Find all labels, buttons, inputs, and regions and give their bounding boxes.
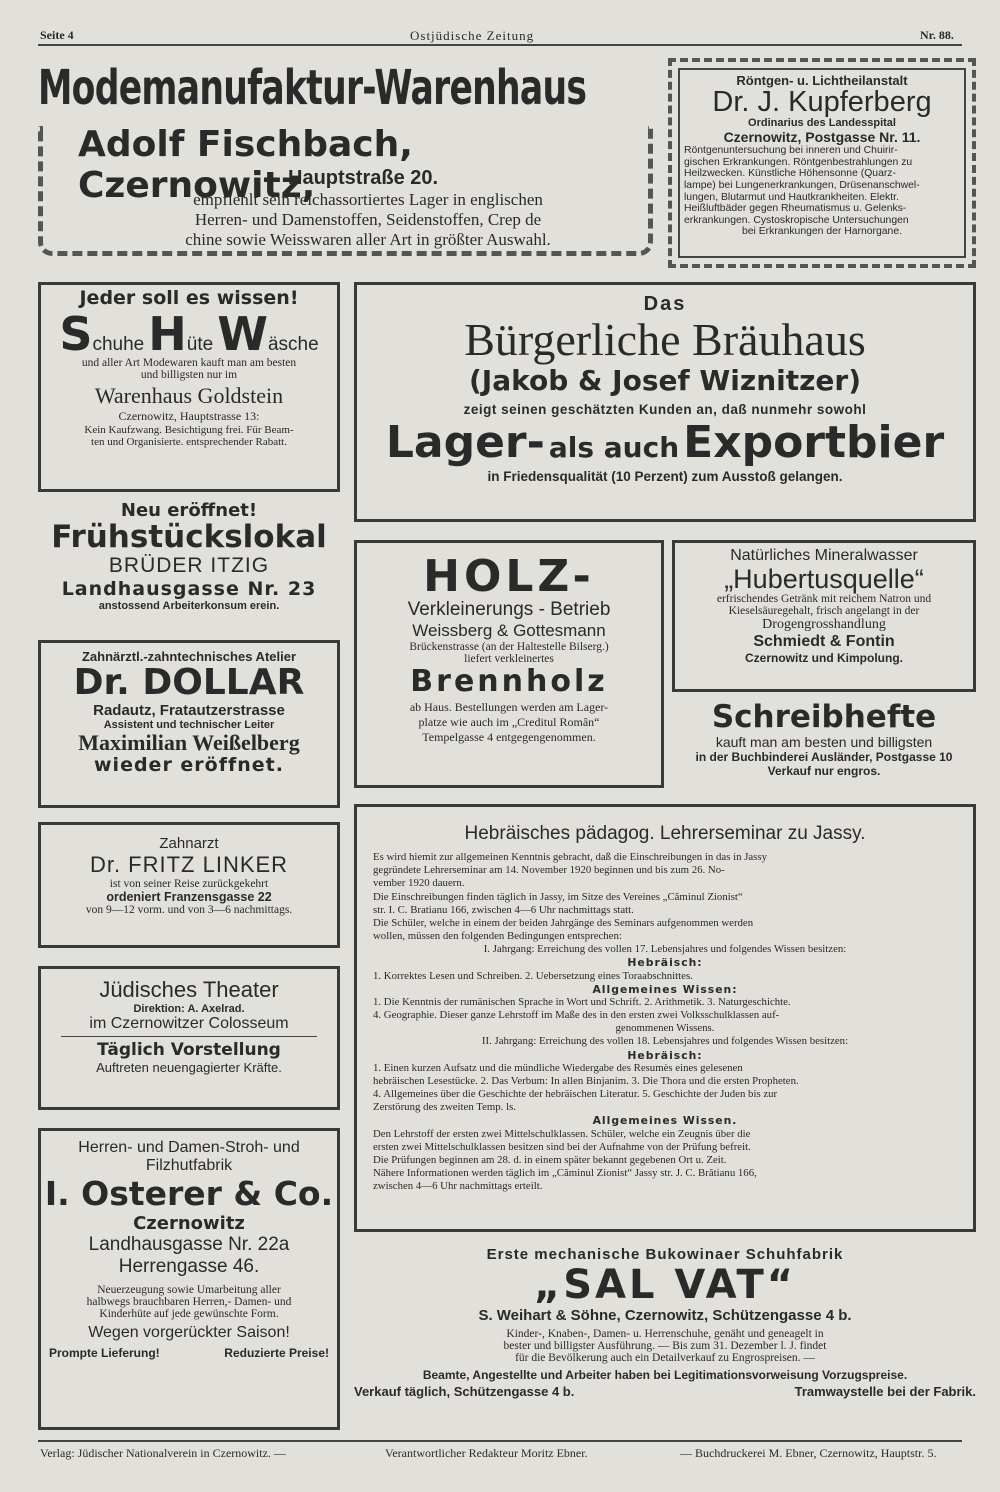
page-number: Seite 4 (40, 28, 74, 42)
ad-address: Czernowitz, Postgasse Nr. 11. (723, 129, 921, 145)
body-line: platze wie auch im „Creditul Român“ (418, 714, 600, 729)
ad-address: Hauptstraße 20. (288, 167, 439, 189)
issue-number: Nr. 88. (920, 28, 954, 42)
ad-body (357, 700, 661, 745)
body-line: Kinder-, Knaben-, Damen- u. Herrenschuhe, genäht und geneagelt in (506, 1328, 824, 1340)
seminar-line: 4. Allgemeines über die Geschichte der hebräischen Literatur. 5. Geschichte der Juden bis zur (373, 1088, 778, 1101)
seminar-line: Es wird hiemit zur allgemeinen Kenntnis gebracht, daß die Einschreibungen in das in Jassy (373, 851, 767, 863)
ad-seminar (354, 804, 976, 1232)
body-line: halbwegs brauchbaren Herren,- Damen- und (86, 1295, 292, 1308)
ad-line: kauft man am besten und billigsten (715, 734, 933, 751)
ad-title: Bürgerliche Bräuhaus (464, 314, 866, 365)
body-line: Neuerzeugung sowie Umarbeitung aller (97, 1283, 281, 1296)
ad-doctor-name: Dr. J. Kupferberg (712, 86, 932, 118)
body-line: bester und billigster Ausführung. — Bis zum 31. Dezember l. J. findet (503, 1340, 827, 1352)
footer-editor: Verantwortlicher Redakteur Moritz Ebner. (385, 1446, 588, 1460)
ad-firm-name: BRÜDER ITZIG (108, 553, 270, 577)
body-line: für die Bevölkerung auch ein Detailverkauf zu Engrospreisen. — (515, 1352, 815, 1364)
ad-heading: Neu eröffnet! (120, 500, 258, 521)
ad-doctor-name: Dr. DOLLAR (73, 662, 305, 703)
seminar-line: Allgemeines Wissen. (592, 1114, 738, 1128)
ad-address: Radautz, Fratautzerstrasse (93, 701, 285, 719)
ad-address: Herrengasse 46. (118, 1255, 260, 1277)
ad-inner (678, 68, 966, 258)
seminar-line: str. I. C. Bratianu 166, zwischen 4—6 Uhr nachmittags statt. (373, 903, 634, 916)
seminar-line: genommenen Wissens. (615, 1022, 715, 1035)
ad-firm-name: Schmiedt & Fontin (753, 633, 895, 651)
seminar-line: Nähere Informationen werden täglich im „Căminul Zionist“ Jassy str. J. C. Brătianu 166, (373, 1167, 757, 1180)
ad-address: Landhausgasse Nr. 23 (61, 577, 317, 600)
ad-osterer (38, 1128, 340, 1430)
divider (61, 1036, 317, 1037)
seminar-line: 4. Geographie. Dieser ganze Lehrstoff im Maße des in den ersten zwei Volksschulklassen auf- (373, 1009, 780, 1022)
ad-heading: Natürliches Mineralwasser (730, 547, 918, 564)
ad-address: Czernowitz, Hauptstrasse 13: (118, 409, 260, 423)
letter-h: H (148, 307, 187, 361)
body-line: Heilzwecken. Künstliche Höhensonne (Quarz- (684, 168, 896, 180)
seminar-line: ersten zwei Mittelschulklassen besitzen sind bei der Aufnahme von der Prüfung befreit. (373, 1140, 751, 1153)
ad-body (118, 190, 618, 250)
body-line: ab Haus. Bestellungen werden am Lager- (409, 699, 609, 714)
ad-line: Auftreten neuengagierter Kräfte. (96, 1060, 282, 1075)
ad-line: in Friedensqualität (10 Perzent) zum Ausstoß gelangen. (487, 468, 843, 484)
ad-heading: Jeder soll es wissen! (79, 287, 299, 309)
ad-right-note: Tramwaystelle bei der Fabrik. (794, 1384, 976, 1399)
ad-line: liefert verkleinertes (464, 653, 554, 665)
ad-schreibhefte (672, 700, 976, 800)
ad-line: Verkauf nur engros. (767, 764, 881, 779)
body-line: lampe) bei Lungenerkrankungen, Drüsenanschwel- (684, 179, 920, 191)
ad-title: Hebräisches pädagog. Lehrerseminar zu Jassy. (464, 823, 866, 844)
ad-salvat (354, 1246, 976, 1436)
ad-owners: (Jakob & Josef Wiznitzer) (469, 364, 861, 398)
body-line: empfiehlt sein reichassortiertes Lager in englischen (193, 190, 543, 209)
seminar-line: zwischen 4—6 Uhr nachmittags erteilt. (373, 1180, 543, 1193)
seminar-line: Allgemeines Wissen: (592, 982, 738, 996)
ad-linker (38, 822, 340, 948)
seminar-line: vember 1920 dauern. (373, 877, 465, 890)
ad-firm-name: I. Osterer & Co. (44, 1174, 334, 1213)
ad-footer-row (41, 1342, 337, 1360)
ad-big-line (357, 416, 973, 468)
ad-line: ist von seiner Reise zurückgekehrt (109, 878, 269, 890)
ad-body (41, 1284, 337, 1320)
word-rest: äsche (267, 334, 319, 355)
body-line: Drogengrosshandlung (762, 617, 886, 633)
ad-line: in der Buchbinderei Ausländer, Postgasse 10 (695, 750, 953, 765)
ad-goldstein (38, 282, 340, 492)
ad-big: Brennholz (410, 664, 608, 699)
seminar-line: gegründete Lehrerseminar am 14. November 1920 beginnen und bis zum 26. No- (373, 864, 725, 877)
seminar-line: Die Prüfungen beginnen am 28. d. in einem später bekannt gegebenen Ort u. Zeit. (373, 1153, 727, 1166)
ad-heading: Filzhutfabrik (145, 1157, 233, 1174)
seminar-line: II. Jahrgang: Erreichung des vollen 18. Lebensjahres und folgendes Wissen besitzen: (481, 1035, 849, 1048)
ad-bottom: wieder eröffnet. (94, 753, 284, 776)
body-line: Heißluftbäder gegen Rheumatismus u. Gelenks- (684, 203, 907, 215)
seminar-line: I. Jahrgang: Erreichung des vollen 17. Lebensjahres und folgendes Wissen besitzen: (483, 943, 847, 956)
header-rule (38, 44, 962, 46)
body-line: bei Erkrankungen der Harnorgane. (742, 226, 902, 238)
seminar-line: 1. Die Kenntnis der rumänischen Sprache in Wort und Schrift. 2. Arithmetik. 3. Naturgeschichte. (373, 995, 791, 1008)
ad-title: HOLZ- (423, 551, 595, 602)
seminar-line: hebräischen Lesestücke. 2. Das Verbum: In allen Binjanim. 3. Die Thora und die ersten Propheten. (373, 1074, 799, 1087)
ad-body (680, 145, 964, 238)
ad-fischbach (38, 60, 658, 260)
ad-left-note: Verkauf täglich, Schützengasse 4 b. (354, 1384, 575, 1399)
ad-heading: Herren- und Damen-Stroh- und (78, 1139, 300, 1156)
ad-line: ordeniert Franzensgasse 22 (106, 890, 272, 904)
letter-w: W (217, 307, 268, 361)
body-line: Tempelgasse 4 entgegengenommen. (422, 729, 596, 744)
ad-firm-name: Weissberg & Gottesmann (412, 621, 606, 640)
ad-itzig (38, 500, 340, 630)
ad-slogan: Wegen vorgerückter Saison! (88, 1323, 290, 1341)
ad-product-name: „Hubertusquelle“ (724, 564, 924, 594)
ad-holz (354, 540, 664, 788)
ad-firm-name: S. Weihart & Söhne, Czernowitz, Schützengasse 4 b. (478, 1307, 852, 1324)
body-line: Kieselsäuregehalt, frisch angelangt in der (728, 605, 920, 618)
ad-address: Landhausgasse Nr. 22a (88, 1233, 290, 1255)
word-rest: üte (186, 334, 214, 355)
ad-footer-row (354, 1384, 976, 1399)
ad-address: Czernowitz und Kimpolung. (745, 651, 903, 666)
body-line: Herren- und Damenstoffen, Seidenstoffen, Crep de (194, 210, 542, 229)
ad-title: Frühstückslokal (51, 519, 327, 555)
newspaper-title: Ostjüdische Zeitung (410, 28, 535, 43)
ad-note: anstossend Arbeiterkonsum erein. (98, 599, 280, 612)
ad-city: Czernowitz (133, 1212, 245, 1234)
ad-heading: Zahnarzt (159, 835, 219, 852)
seminar-line: Die Einschreibungen finden täglich in Jassy, im Sitze des Vereines „Căminul Zionist“ (373, 890, 743, 903)
ad-theater (38, 966, 340, 1110)
ad-person: Maximilian Weißelberg (78, 729, 300, 755)
ad-line: Kein Kaufzwang. Besichtigung frei. Für Beam- (84, 424, 294, 436)
seminar-line: Hebräisch: (627, 1048, 703, 1062)
ad-brauhaus (354, 282, 976, 522)
ad-heading: Erste mechanische Bukowinaer Schuhfabrik (486, 1246, 844, 1263)
ad-line: von 9—12 vorm. und von 3—6 nachmittags. (85, 904, 293, 916)
big-exportbier: Exportbier (683, 416, 945, 468)
ad-venue: im Czernowitzer Colosseum (89, 1015, 289, 1032)
ad-slogan (41, 307, 337, 361)
ad-hubertus (672, 540, 976, 692)
seminar-line: 1. Korrektes Lesen und Schreiben. 2. Uebersetzung eines Toraabschnittes. (373, 969, 693, 982)
footer-publisher: Verlag: Jüdischer Nationalverein in Czernowitz. — (40, 1446, 286, 1460)
seminar-line: wollen, müssen den folgenden Bedingungen entsprechen: (373, 930, 622, 943)
ad-body (354, 1328, 976, 1364)
ad-dollar (38, 640, 340, 808)
ad-title: Modemanufaktur-Warenhaus (38, 60, 587, 116)
ad-subtitle: Verkleinerungs - Betrieb (407, 599, 611, 620)
ad-kupferberg (668, 58, 976, 268)
body-line: chine sowie Weisswaren aller Art in größter Auswahl. (185, 230, 551, 249)
ad-line: zeigt seinen geschätzten Kunden an, daß nunmehr sowohl (463, 401, 867, 417)
ad-heading: Zahnärztl.-zahntechnisches Atelier (81, 649, 297, 664)
ad-line: ten und Organisierte. entsprechender Rabatt. (91, 436, 287, 448)
body-line: Kinderhüte auf jede gewünschte Form. (99, 1307, 279, 1320)
ad-firm-name: Warenhaus Goldstein (94, 383, 284, 408)
ad-heading: Röntgen- u. Lichtheilanstalt (736, 73, 908, 88)
ad-heading: Das (643, 293, 687, 315)
big-lager: Lager- (385, 416, 545, 468)
body-line: erfrischendes Getränk mit reichem Natron und (716, 593, 932, 606)
body-line: erkrankungen. Cystoskropische Untersuchungen (684, 214, 909, 226)
ad-title: Jüdisches Theater (99, 977, 279, 1002)
ad-line: Direktion: A. Axelrad. (133, 1003, 245, 1015)
ad-firm-name: Adolf Fischbach, Czernowitz, (78, 124, 413, 206)
ad-title: Schreibhefte (711, 699, 937, 735)
seminar-line: Zerstörung des zweiten Temp. ls. (373, 1101, 516, 1114)
word-rest: chuhe (92, 334, 145, 355)
ad-line: Ordinarius des Landesspital (748, 117, 896, 129)
ad-notice: Beamte, Angestellte und Arbeiter haben bei Legitimationsvorweisung Vorzugspreise. (422, 1368, 908, 1382)
body-line: Röntgenuntersuchung bei inneren und Chuirir- (684, 145, 898, 156)
ad-line: und billigsten nur im (140, 369, 238, 381)
ad-body (675, 593, 973, 633)
ad-line: und aller Art Modewaren kauft man am besten (81, 357, 297, 369)
ad-right-note: Reduzierte Preise! (224, 1345, 329, 1360)
seminar-line: Den Lehrstoff der ersten zwei Mittelschulklassen. Schüler, welche ein Zeugnis über die (373, 1127, 751, 1140)
letter-s: S (59, 307, 93, 361)
ad-daily: Täglich Vorstellung (97, 1040, 281, 1060)
ad-line: Brückenstrasse (an der Haltestelle Bilserg.) (409, 641, 609, 653)
ad-line: Assistent und technischer Leiter (103, 718, 275, 731)
ad-left-note: Prompte Lieferung! (49, 1345, 160, 1360)
footer-rule (38, 1440, 962, 1442)
body-line: lungen, Blutarmut und Hautkrankheiten. Elektr. (684, 191, 899, 203)
footer-printer: — Buchdruckerei M. Ebner, Czernowitz, Hauptstr. 5. (680, 1446, 937, 1460)
ad-doctor-name: Dr. FRITZ LINKER (89, 852, 289, 877)
seminar-line: Hebräisch: (627, 956, 703, 970)
ad-brand: „SAL VAT“ (533, 1262, 797, 1308)
ad-body (373, 851, 957, 1193)
seminar-line: Die Schüler, welche in einem der beiden Jahrgänge des Seminars aufgenommen werden (373, 916, 754, 929)
seminar-line: 1. Einen kurzen Aufsatz und die mündliche Wiedergabe des Resumès eines gelesenen (373, 1061, 743, 1074)
body-line: gischen Erkrankungen. Röntgenbestrahlungen zu (684, 156, 913, 168)
big-als-auch: als auch (548, 430, 680, 464)
